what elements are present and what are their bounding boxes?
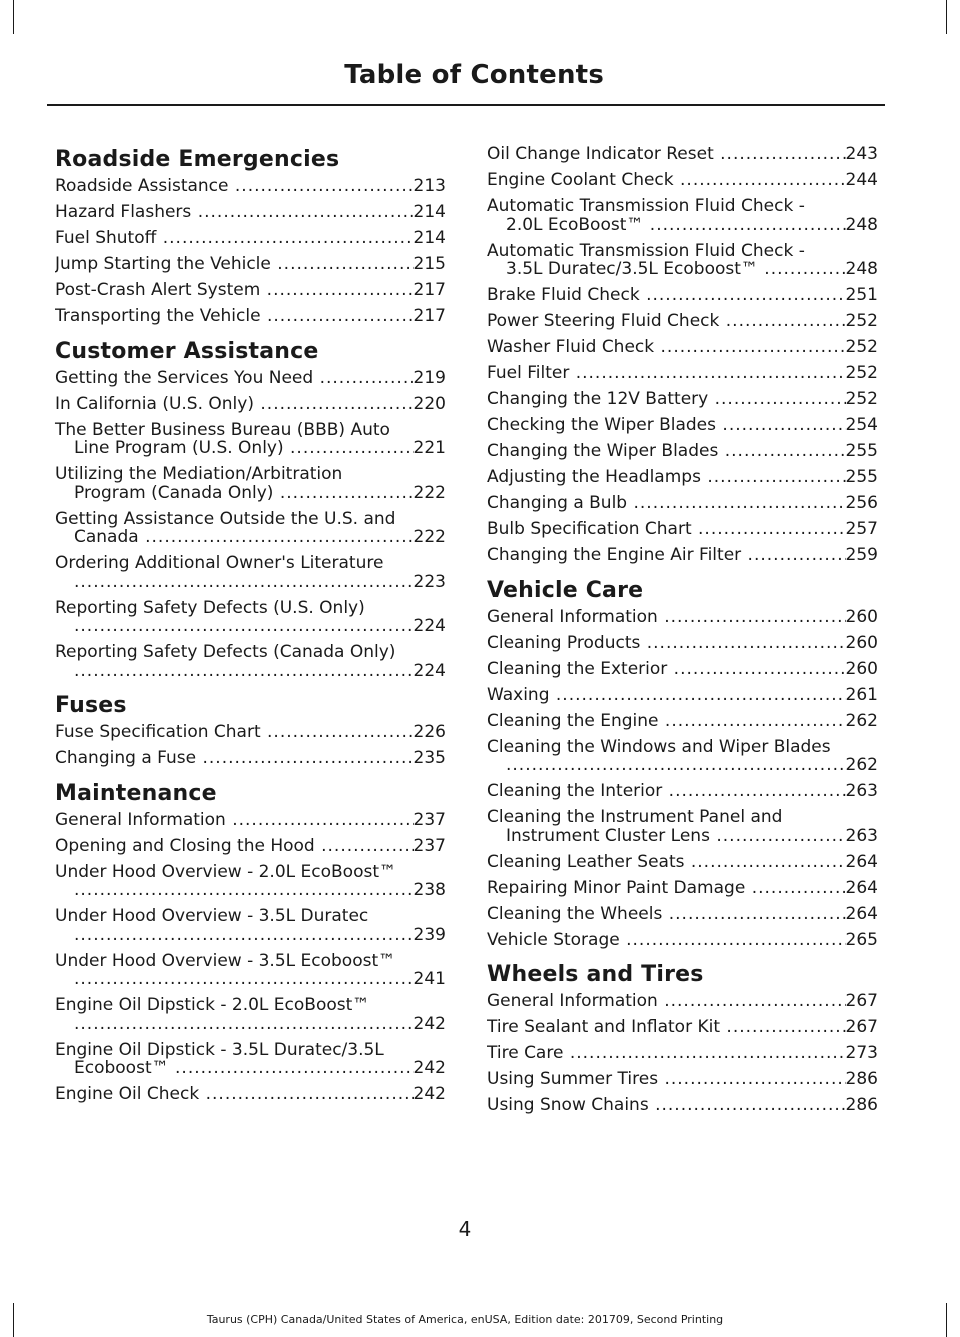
entry-title: Getting the Services You Need ..... xyxy=(55,369,414,388)
section-title: Maintenance xyxy=(55,780,217,806)
entry-page-number: 224 xyxy=(413,616,446,636)
entry-title xyxy=(74,662,414,681)
entry-title: Line Program (U.S. Only) ..... xyxy=(74,439,414,458)
entry-page-number: 262 xyxy=(845,710,878,731)
entry-title: Adjusting the Headlamps ..... xyxy=(487,468,846,487)
entry-page-number: 222 xyxy=(413,527,446,547)
entry-page-number: 255 xyxy=(845,467,878,487)
entry-page-number: 265 xyxy=(845,929,878,950)
toc-entry[interactable] xyxy=(487,520,878,539)
entry-page-number: 214 xyxy=(413,228,446,248)
toc-entry[interactable] xyxy=(55,255,446,274)
entry-page-number: 213 xyxy=(413,176,446,196)
toc-entry[interactable] xyxy=(487,853,878,872)
entry-title: Repairing Minor Paint Damage ..... xyxy=(487,879,846,898)
toc-entry[interactable] xyxy=(55,203,446,222)
entry-title-line: Reporting Safety Defects (U.S. Only) xyxy=(55,597,365,618)
toc-section xyxy=(487,145,878,565)
toc-entry[interactable] xyxy=(487,808,878,845)
entry-page-number: 255 xyxy=(845,441,878,461)
entry-title: Program (Canada Only) ..... xyxy=(74,484,414,503)
entry-page-number: 242 xyxy=(413,1084,446,1104)
toc-entry[interactable] xyxy=(55,811,446,830)
entry-title: Jump Starting the Vehicle ..... xyxy=(55,255,414,274)
entry-page-number: 217 xyxy=(413,306,446,326)
entry-page-number: 238 xyxy=(413,880,446,900)
entry-title: Opening and Closing the Hood ..... xyxy=(55,837,414,856)
toc-entry[interactable] xyxy=(487,1096,878,1115)
entry-title: Fuel Filter ..... xyxy=(487,364,846,383)
entry-title: Changing the Wiper Blades ..... xyxy=(487,442,846,461)
entry-title: Changing the Engine Air Filter ..... xyxy=(487,546,846,565)
toc-entry[interactable] xyxy=(55,996,446,1033)
entry-title: Instrument Cluster Lens ..... xyxy=(506,827,846,846)
toc-entry[interactable] xyxy=(55,510,446,547)
toc-entry[interactable] xyxy=(55,369,446,388)
entry-page-number: 264 xyxy=(845,851,878,872)
toc-entry[interactable] xyxy=(55,907,446,944)
entry-page-number: 248 xyxy=(845,259,878,279)
section-title: Customer Assistance xyxy=(55,338,319,364)
entry-title-line: Cleaning the Windows and Wiper Blades xyxy=(487,736,831,757)
toc-entry[interactable] xyxy=(487,468,878,487)
toc-entry[interactable] xyxy=(55,599,446,636)
toc-section xyxy=(487,960,878,1115)
entry-title: Brake Fluid Check ..... xyxy=(487,286,846,305)
entry-title: Cleaning the Interior ..... xyxy=(487,782,846,801)
toc-entry[interactable] xyxy=(55,421,446,458)
entry-title: Engine Oil Check ..... xyxy=(55,1085,414,1104)
toc-entry[interactable] xyxy=(55,643,446,680)
toc-entry[interactable] xyxy=(55,1085,446,1104)
entry-title: Power Steering Fluid Check ..... xyxy=(487,312,846,331)
entry-title: Cleaning the Engine ..... xyxy=(487,712,846,731)
toc-entry[interactable] xyxy=(487,1070,878,1089)
entry-title xyxy=(74,970,414,989)
toc-entry[interactable] xyxy=(487,242,878,279)
toc-entry[interactable] xyxy=(55,863,446,900)
entry-title: Changing the 12V Battery ..... xyxy=(487,390,846,409)
entry-title: Transporting the Vehicle ..... xyxy=(55,307,414,326)
entry-title: Tire Sealant and Inflator Kit ..... xyxy=(487,1018,846,1037)
entry-page-number: 242 xyxy=(413,1058,446,1078)
entry-page-number: 241 xyxy=(413,969,446,989)
toc-entry[interactable] xyxy=(487,608,878,627)
entry-page-number: 260 xyxy=(845,606,878,627)
entry-title: 2.0L EcoBoost™ ..... xyxy=(506,216,846,235)
toc-entry[interactable] xyxy=(487,782,878,801)
toc-entry[interactable] xyxy=(487,546,878,565)
toc-entry[interactable] xyxy=(487,931,878,950)
entry-page-number: 286 xyxy=(845,1095,878,1115)
toc-entry[interactable] xyxy=(487,286,878,305)
entry-page-number: 224 xyxy=(413,660,446,681)
toc-entry[interactable] xyxy=(487,660,878,679)
entry-page-number: 235 xyxy=(413,748,446,768)
toc-entry[interactable] xyxy=(55,723,446,742)
entry-title: Bulb Specification Chart ..... xyxy=(487,520,846,539)
page-number: 4 xyxy=(458,1217,472,1241)
entry-title-line: Reporting Safety Defects (Canada Only) xyxy=(55,642,396,662)
toc-column-left xyxy=(55,145,446,1115)
toc-section xyxy=(55,145,446,326)
toc-entry[interactable] xyxy=(487,494,878,513)
page-title: Table of Contents xyxy=(344,60,604,90)
entry-page-number: 242 xyxy=(413,1013,446,1034)
toc-entry[interactable] xyxy=(487,1044,878,1063)
entry-page-number: 273 xyxy=(845,1043,878,1063)
entry-page-number: 252 xyxy=(845,363,878,383)
entry-title: Washer Fluid Check ..... xyxy=(487,338,846,357)
toc-entry[interactable] xyxy=(487,416,878,435)
entry-page-number: 243 xyxy=(845,144,878,164)
entry-title-line: Ordering Additional Owner's Literature xyxy=(55,553,384,573)
toc-entry[interactable] xyxy=(55,1041,446,1078)
entry-title: Using Snow Chains ..... xyxy=(487,1096,846,1115)
entry-title: Using Summer Tires ..... xyxy=(487,1070,846,1089)
entry-page-number: 254 xyxy=(845,415,878,435)
entry-title-line: Under Hood Overview - 2.0L EcoBoost™ xyxy=(55,861,397,882)
entry-title: Cleaning Products ..... xyxy=(487,634,846,653)
entry-page-number: 221 xyxy=(413,438,446,458)
entry-page-number: 226 xyxy=(413,722,446,742)
toc-entry[interactable] xyxy=(487,197,878,234)
entry-title xyxy=(74,881,414,900)
entry-title xyxy=(74,1015,414,1034)
toc-entry[interactable] xyxy=(487,634,878,653)
entry-page-number: 217 xyxy=(413,280,446,300)
entry-title: Cleaning the Exterior ..... xyxy=(487,660,846,679)
toc-section xyxy=(55,691,446,768)
entry-page-number: 264 xyxy=(845,903,878,924)
entry-page-number: 215 xyxy=(413,254,446,274)
entry-page-number: 267 xyxy=(845,1017,878,1037)
entry-page-number: 252 xyxy=(845,337,878,357)
entry-title xyxy=(506,756,846,775)
toc-section xyxy=(55,779,446,1104)
toc-entry[interactable] xyxy=(55,837,446,856)
section-title: Wheels and Tires xyxy=(487,962,704,987)
entry-title: Waxing ..... xyxy=(487,686,846,705)
entry-title: Changing a Bulb ..... xyxy=(487,494,846,513)
header-divider xyxy=(47,104,885,106)
toc-column-right xyxy=(487,145,878,1126)
entry-page-number: 237 xyxy=(413,835,446,856)
toc-entry[interactable] xyxy=(55,465,446,502)
entry-page-number: 260 xyxy=(845,632,878,653)
toc-entry[interactable] xyxy=(55,395,446,414)
entry-title xyxy=(74,926,414,945)
toc-entry[interactable] xyxy=(487,338,878,357)
entry-page-number: 259 xyxy=(845,545,878,565)
toc-entry[interactable] xyxy=(55,952,446,989)
toc-section xyxy=(487,576,878,950)
entry-title: In California (U.S. Only) ..... xyxy=(55,395,414,414)
footer-text: Taurus (CPH) Canada/United States of America, enUSA, Edition date: 201709, Second Printing xyxy=(206,1313,724,1326)
entry-title: Fuse Specification Chart ..... xyxy=(55,723,414,742)
entry-title: Canada ..... xyxy=(74,528,414,547)
entry-page-number: 261 xyxy=(845,684,878,705)
toc-entry[interactable] xyxy=(55,281,446,300)
entry-title: Cleaning the Wheels ..... xyxy=(487,905,846,924)
toc-entry[interactable] xyxy=(487,442,878,461)
section-title: Vehicle Care xyxy=(487,577,644,603)
entry-title: Fuel Shutoff ..... xyxy=(55,229,414,248)
toc-entry[interactable] xyxy=(487,712,878,731)
entry-title: Oil Change Indicator Reset ..... xyxy=(487,145,846,164)
toc-entry[interactable] xyxy=(487,879,878,898)
toc-entry[interactable] xyxy=(487,364,878,383)
crop-mark xyxy=(946,0,947,34)
toc-entry[interactable] xyxy=(55,554,446,591)
entry-title-line: Engine Oil Dipstick - 3.5L Duratec/3.5L xyxy=(55,1039,384,1060)
toc-entry[interactable] xyxy=(487,905,878,924)
entry-title: Hazard Flashers ..... xyxy=(55,203,414,222)
entry-title-line: The Better Business Bureau (BBB) Auto xyxy=(55,419,390,440)
entry-page-number: 264 xyxy=(845,877,878,898)
entry-page-number: 222 xyxy=(413,482,446,503)
toc-entry[interactable] xyxy=(487,171,878,190)
entry-title-line: Automatic Transmission Fluid Check - xyxy=(487,240,805,261)
entry-title-line: Under Hood Overview - 3.5L Ecoboost™ xyxy=(55,950,396,971)
entry-page-number: 263 xyxy=(845,781,878,801)
entry-page-number: 260 xyxy=(845,658,878,679)
entry-page-number: 237 xyxy=(413,809,446,830)
entry-page-number: 262 xyxy=(845,755,878,775)
toc-entry[interactable] xyxy=(487,390,878,409)
entry-title-line: Cleaning the Instrument Panel and xyxy=(487,807,783,827)
section-title: Fuses xyxy=(55,693,127,718)
entry-title xyxy=(74,573,414,592)
entry-title: Changing a Fuse ..... xyxy=(55,749,414,768)
toc-entry[interactable] xyxy=(487,145,878,164)
toc-entry[interactable] xyxy=(487,992,878,1011)
entry-title-line: Automatic Transmission Fluid Check - xyxy=(487,196,805,216)
toc-entry[interactable] xyxy=(55,229,446,248)
toc-entry[interactable] xyxy=(55,177,446,196)
entry-page-number: 251 xyxy=(845,285,878,305)
entry-title: Post-Crash Alert System ..... xyxy=(55,281,414,300)
entry-page-number: 252 xyxy=(845,311,878,331)
entry-title: Cleaning Leather Seats ..... xyxy=(487,853,846,872)
entry-page-number: 267 xyxy=(845,991,878,1011)
toc-section xyxy=(55,337,446,681)
entry-page-number: 220 xyxy=(413,393,446,414)
entry-page-number: 252 xyxy=(845,389,878,409)
entry-title: Roadside Assistance ..... xyxy=(55,177,414,196)
entry-page-number: 256 xyxy=(845,493,878,513)
entry-page-number: 214 xyxy=(413,202,446,222)
entry-title-line: Getting Assistance Outside the U.S. and xyxy=(55,508,396,529)
entry-title-line: Utilizing the Mediation/Arbitration xyxy=(55,464,343,484)
entry-title: Checking the Wiper Blades ..... xyxy=(487,416,846,435)
entry-page-number: 219 xyxy=(413,367,446,388)
entry-title: General Information ..... xyxy=(487,992,846,1011)
entry-page-number: 263 xyxy=(845,825,878,846)
entry-title-line: Engine Oil Dipstick - 2.0L EcoBoost™ xyxy=(55,995,370,1015)
toc-entry[interactable] xyxy=(487,312,878,331)
entry-page-number: 286 xyxy=(845,1069,878,1089)
section-title: Roadside Emergencies xyxy=(55,147,340,172)
entry-title: General Information ..... xyxy=(55,811,414,830)
entry-page-number: 244 xyxy=(845,170,878,190)
entry-title: Tire Care ..... xyxy=(487,1044,846,1063)
entry-page-number: 248 xyxy=(845,214,878,235)
entry-page-number: 223 xyxy=(413,571,446,592)
entry-title: Ecoboost™ ..... xyxy=(74,1059,414,1078)
entry-page-number: 257 xyxy=(845,519,878,539)
entry-title: General Information ..... xyxy=(487,608,846,627)
entry-title: 3.5L Duratec/3.5L Ecoboost™ ..... xyxy=(506,260,846,279)
entry-title: Vehicle Storage ..... xyxy=(487,931,846,950)
toc-entry[interactable] xyxy=(487,738,878,775)
entry-page-number: 239 xyxy=(413,924,446,945)
crop-mark xyxy=(946,1303,947,1337)
toc-entry[interactable] xyxy=(55,749,446,768)
toc-entry[interactable] xyxy=(487,1018,878,1037)
toc-entry[interactable] xyxy=(55,307,446,326)
entry-title: Engine Coolant Check ..... xyxy=(487,171,846,190)
toc-entry[interactable] xyxy=(487,686,878,705)
entry-title xyxy=(74,617,414,636)
crop-mark xyxy=(13,0,14,34)
entry-title-line: Under Hood Overview - 3.5L Duratec xyxy=(55,906,369,926)
